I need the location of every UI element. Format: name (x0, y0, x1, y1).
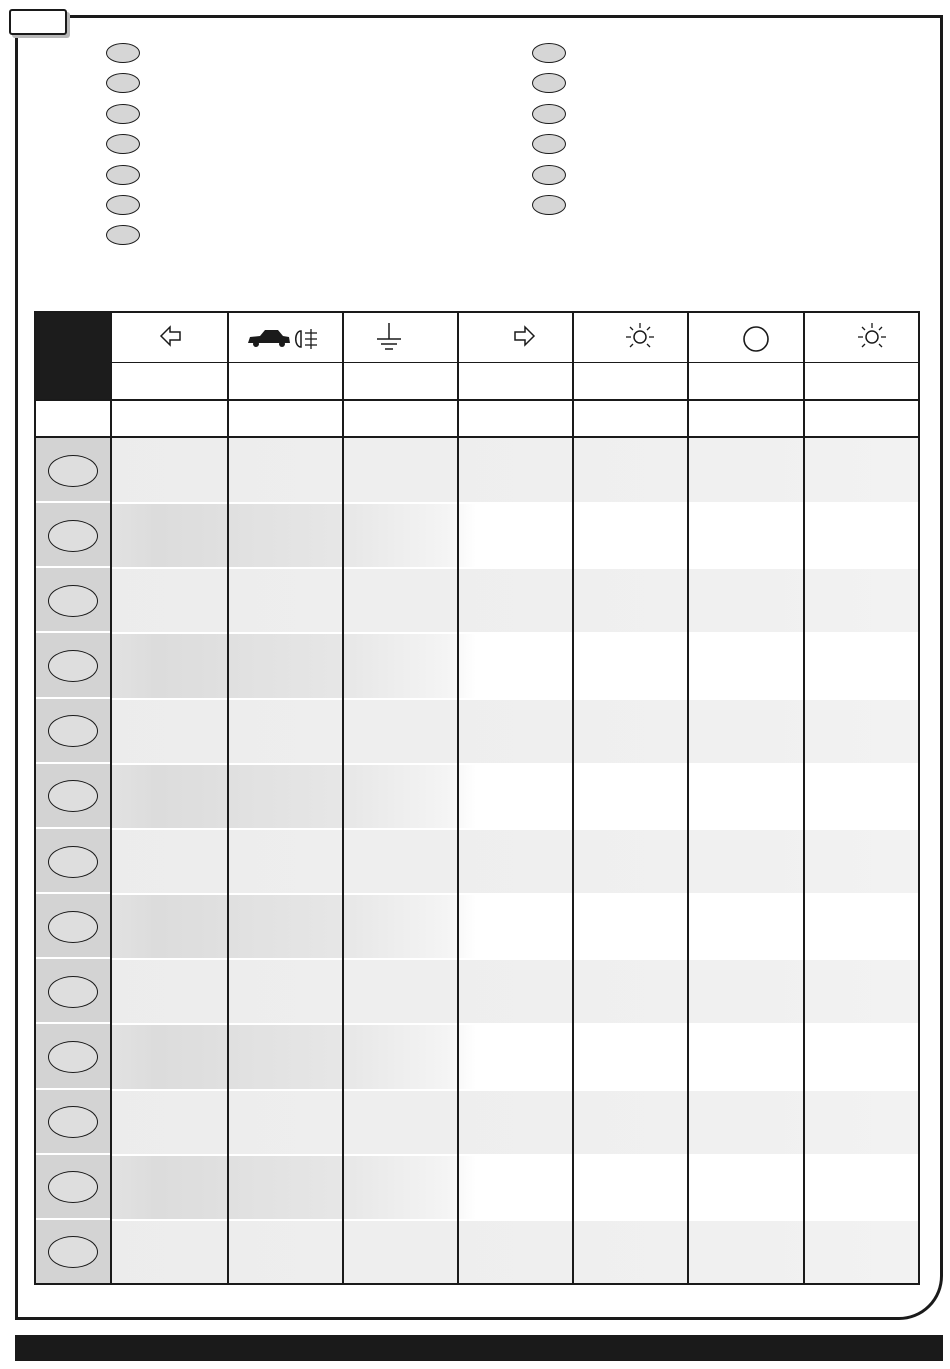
table-row (36, 1024, 920, 1089)
row-key-oval (48, 846, 98, 878)
circle-icon (740, 321, 772, 353)
lamp-icon (856, 321, 888, 353)
row-separator (111, 958, 920, 960)
row-key-oval (48, 715, 98, 747)
table-row (36, 633, 920, 698)
row-key-oval (48, 1041, 98, 1073)
table-row (36, 699, 920, 764)
row-separator (111, 698, 920, 700)
legend-oval (106, 134, 140, 154)
row-key-oval (48, 911, 98, 943)
legend-oval (106, 73, 140, 93)
arrow-left-icon (156, 321, 186, 351)
footer-bar (15, 1335, 943, 1361)
car-fog-light-icon (244, 321, 328, 355)
legend-oval (532, 73, 566, 93)
header-divider (36, 436, 920, 438)
row-key-oval (48, 455, 98, 487)
column-divider (572, 313, 574, 1285)
legend-oval (106, 43, 140, 63)
row-key-oval (48, 976, 98, 1008)
column-divider (803, 313, 805, 1285)
row-separator (111, 893, 920, 895)
table-row (36, 829, 920, 894)
row-separator (111, 632, 920, 634)
column-divider (110, 313, 112, 1285)
arrow-right-icon (509, 321, 539, 351)
table-row (36, 568, 920, 633)
table-row (36, 959, 920, 1024)
table-row (36, 894, 920, 959)
legend-oval (106, 195, 140, 215)
table-row (36, 438, 920, 503)
lamp-icon (624, 321, 656, 353)
column-divider (457, 313, 459, 1285)
row-key-oval (48, 520, 98, 552)
legend-right (532, 43, 566, 225)
row-separator (111, 1219, 920, 1221)
table-row (36, 1220, 920, 1285)
header-divider (111, 362, 920, 363)
legend-oval (106, 225, 140, 245)
row-separator (111, 1089, 920, 1091)
legend-oval (532, 195, 566, 215)
wiring-table (34, 311, 920, 1285)
row-separator (111, 828, 920, 830)
row-separator (111, 567, 920, 569)
legend-oval (532, 43, 566, 63)
header-corner-block (36, 313, 111, 400)
row-separator (111, 502, 920, 504)
row-key-oval (48, 650, 98, 682)
header-divider (36, 399, 920, 401)
row-separator (111, 1023, 920, 1025)
table-row (36, 1090, 920, 1155)
row-separator (111, 763, 920, 765)
table-row (36, 764, 920, 829)
column-divider (227, 313, 229, 1285)
legend-oval (106, 165, 140, 185)
legend-oval (532, 134, 566, 154)
page-number-tab (9, 9, 67, 35)
legend-oval (532, 104, 566, 124)
row-separator (111, 1154, 920, 1156)
column-divider (342, 313, 344, 1285)
ground-icon (374, 321, 404, 355)
table-row (36, 1155, 920, 1220)
row-key-oval (48, 585, 98, 617)
legend-oval (106, 104, 140, 124)
column-divider (687, 313, 689, 1285)
table-row (36, 503, 920, 568)
row-key-oval (48, 1106, 98, 1138)
legend-oval (532, 165, 566, 185)
legend-left (106, 43, 140, 256)
